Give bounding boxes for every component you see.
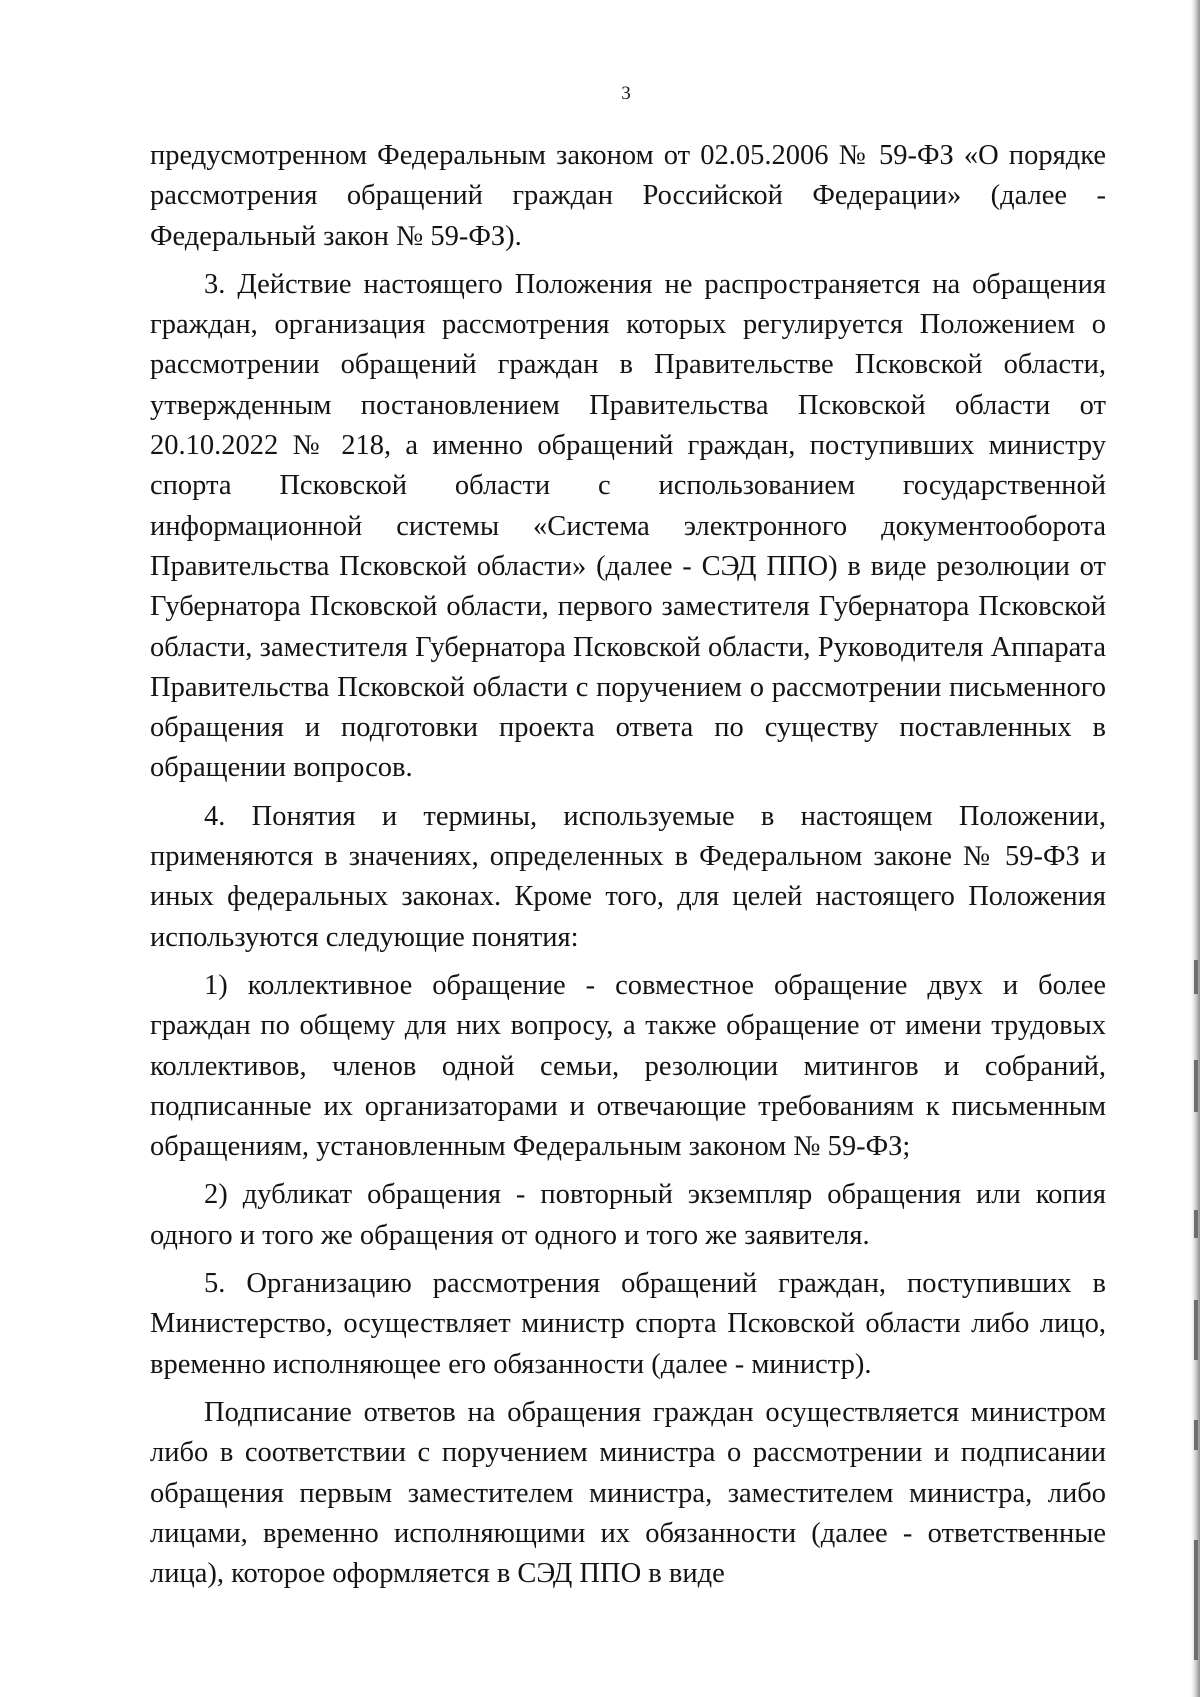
scan-mark (1194, 1210, 1198, 1238)
page-number: 3 (621, 83, 631, 104)
scan-mark (1194, 1060, 1198, 1112)
paragraph-continuation: предусмотренном Федеральным законом от 02.05.2006 № 59-ФЗ «О порядке рассмотрения обращений граждан Российской Федерации» (далее - Федеральный закон № 59-ФЗ). (150, 140, 1106, 252)
paragraph-subitem-2: 2) дубликат обращения - повторный экземпляр обращения или копия одного и того же обращения от одного и того же заявителя. (150, 1179, 1106, 1251)
scan-mark (1194, 1540, 1198, 1660)
paragraph-item-4: 4. Понятия и термины, используемые в настоящем Положении, применяются в значениях, определенных в Федеральном законе № 59-ФЗ и иных федеральных законах. Кроме того, для целей настоящего Положения используются следующие понятия: (150, 800, 1106, 953)
paragraph-signing: Подписание ответов на обращения граждан осуществляется министром либо в соответствии с поручением министра о рассмотрении и подписании обращения первым заместителем министра, заместителем министра, либо лицами, временно исполняющими их обязанности (далее - ответственные лица), которое оформляется в СЭД ППО в виде (150, 1396, 1106, 1590)
scan-mark (1194, 1300, 1198, 1360)
scan-mark (1194, 960, 1198, 994)
paragraph-subitem-1: 1) коллективное обращение - совместное обращение двух и более граждан по общему для них вопросу, а также обращение от имени трудовых коллективов, членов одной семьи, резолюции митингов и собраний, подписанные их организаторами и отвечающие требованиям к письменным обращениям, установленным Федеральным законом № 59-ФЗ; (150, 969, 1106, 1163)
paragraph-item-3: 3. Действие настоящего Положения не распространяется на обращения граждан, организация рассмотрения которых регулируется Положением о рассмотрении обращений граждан в Правительстве Псковской области, утвержденным постановлением Правительства Псковской области от 20.10.2022 № 218, а именно обращений граждан, поступивших министру спорта Псковской области с использованием государственной информационной системы «Система электронного документооборота Правительства Псковской области» (далее - СЭД ППО) в виде резолюции от Губернатора Псковской области, первого заместителя Губернатора Псковской области, заместителя Губернатора Псковской области, Руководителя Аппарата Правительства Псковской области с поручением о рассмотрении письменного обращения и подготовки проекта ответа по существу поставленных в обращении вопросов. (150, 268, 1106, 784)
scan-mark (1194, 1420, 1198, 1450)
paragraph-item-5: 5. Организацию рассмотрения обращений граждан, поступивших в Министерство, осуществляет министр спорта Псковской области либо лицо, временно исполняющее его обязанности (далее - министр). (150, 1268, 1106, 1380)
document-body (150, 136, 1106, 1594)
